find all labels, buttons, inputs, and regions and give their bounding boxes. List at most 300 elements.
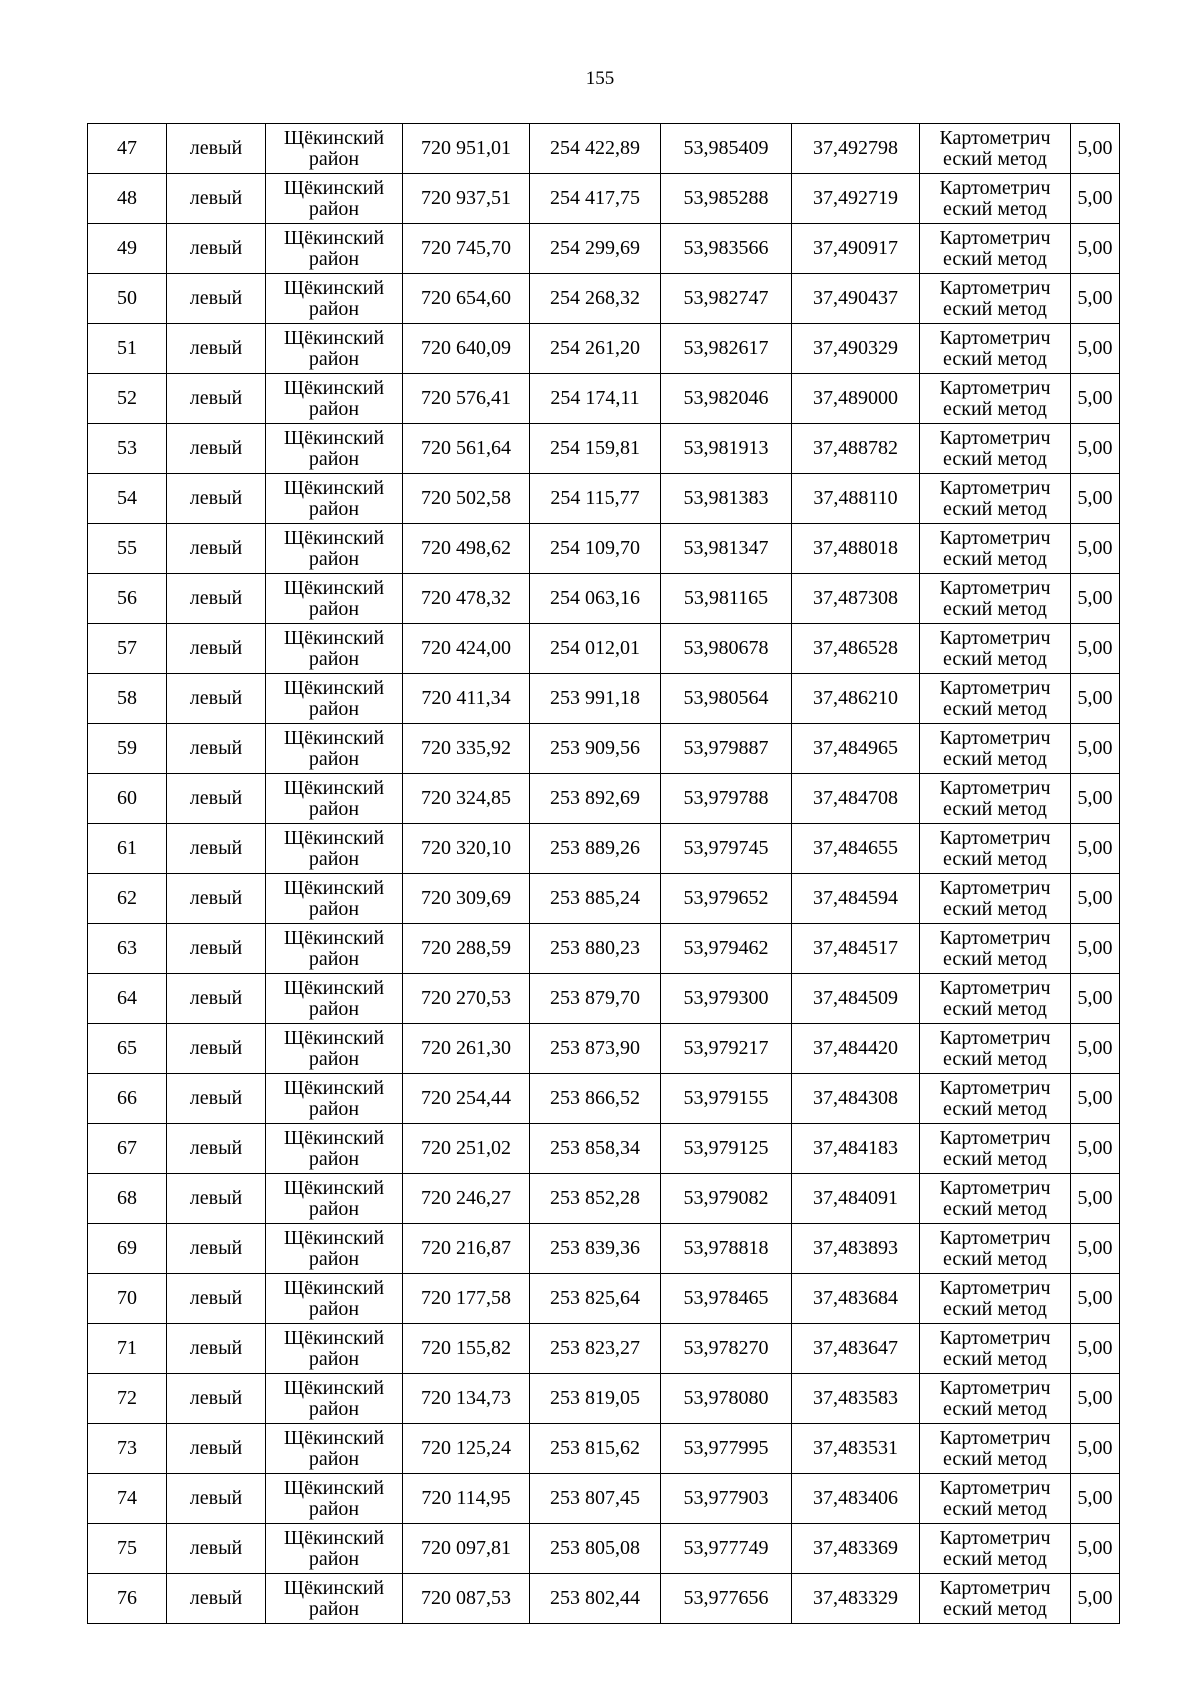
point-number-cell: 73 [88, 1424, 167, 1474]
district-line: Щёкинский [283, 676, 385, 699]
point-number-cell: 48 [88, 174, 167, 224]
method-cell [920, 724, 1071, 774]
x-coordinate-cell: 720 937,51 [403, 174, 530, 224]
point-number-cell: 66 [88, 1074, 167, 1124]
district-line: район [308, 247, 360, 270]
district-cell [266, 724, 403, 774]
latitude-cell: 53,979745 [661, 824, 792, 874]
point-number-cell: 67 [88, 1124, 167, 1174]
table-body [88, 124, 1120, 1624]
coordinates-table [87, 123, 1120, 1624]
district-cell [266, 1174, 403, 1224]
district-line: Щёкинский [283, 1326, 385, 1349]
latitude-cell: 53,982046 [661, 374, 792, 424]
point-number-cell: 63 [88, 924, 167, 974]
table-row [88, 1174, 1120, 1224]
method-cell [920, 624, 1071, 674]
method-line: еский метод [943, 797, 1047, 820]
method-line: Картометрич [939, 1426, 1051, 1449]
district-cell [266, 274, 403, 324]
table-row [88, 1574, 1120, 1624]
y-coordinate-cell: 253 819,05 [530, 1374, 661, 1424]
longitude-cell: 37,484308 [792, 1074, 920, 1124]
side-cell: левый [167, 1124, 266, 1174]
district-line: район [308, 1247, 360, 1270]
longitude-cell: 37,484708 [792, 774, 920, 824]
method-line: еский метод [943, 1447, 1047, 1470]
district-cell [266, 774, 403, 824]
table-row [88, 1324, 1120, 1374]
district-cell [266, 824, 403, 874]
point-number-cell: 47 [88, 124, 167, 174]
method-line: еский метод [943, 347, 1047, 370]
district-line: Щёкинский [283, 1026, 385, 1049]
y-coordinate-cell: 253 805,08 [530, 1524, 661, 1574]
district-line: Щёкинский [283, 1426, 385, 1449]
method-cell [920, 274, 1071, 324]
y-coordinate-cell: 253 823,27 [530, 1324, 661, 1374]
district-line: район [308, 1047, 360, 1070]
district-line: район [308, 597, 360, 620]
method-line: Картометрич [939, 1176, 1051, 1199]
point-number-cell: 52 [88, 374, 167, 424]
district-line: Щёкинский [283, 276, 385, 299]
table-row [88, 824, 1120, 874]
method-line: Картометрич [939, 1476, 1051, 1499]
district-line: район [308, 647, 360, 670]
side-cell: левый [167, 1224, 266, 1274]
method-cell [920, 674, 1071, 724]
district-line: Щёкинский [283, 176, 385, 199]
x-coordinate-cell: 720 261,30 [403, 1024, 530, 1074]
latitude-cell: 53,979652 [661, 874, 792, 924]
longitude-cell: 37,484655 [792, 824, 920, 874]
accuracy-cell: 5,00 [1071, 1174, 1120, 1224]
x-coordinate-cell: 720 155,82 [403, 1324, 530, 1374]
latitude-cell: 53,980678 [661, 624, 792, 674]
longitude-cell: 37,484509 [792, 974, 920, 1024]
x-coordinate-cell: 720 745,70 [403, 224, 530, 274]
table-row [88, 624, 1120, 674]
accuracy-cell: 5,00 [1071, 1274, 1120, 1324]
method-cell [920, 824, 1071, 874]
district-line: Щёкинский [283, 726, 385, 749]
point-number-cell: 53 [88, 424, 167, 474]
latitude-cell: 53,979217 [661, 1024, 792, 1074]
y-coordinate-cell: 254 417,75 [530, 174, 661, 224]
method-line: Картометрич [939, 876, 1051, 899]
longitude-cell: 37,484091 [792, 1174, 920, 1224]
method-line: еский метод [943, 397, 1047, 420]
method-line: Картометрич [939, 726, 1051, 749]
page-number: 155 [585, 68, 615, 89]
district-line: район [308, 1197, 360, 1220]
table-row [88, 324, 1120, 374]
method-line: Картометрич [939, 526, 1051, 549]
point-number-cell: 58 [88, 674, 167, 724]
longitude-cell: 37,492798 [792, 124, 920, 174]
point-number-cell: 69 [88, 1224, 167, 1274]
accuracy-cell: 5,00 [1071, 1224, 1120, 1274]
method-cell [920, 1374, 1071, 1424]
y-coordinate-cell: 254 422,89 [530, 124, 661, 174]
district-line: Щёкинский [283, 876, 385, 899]
x-coordinate-cell: 720 246,27 [403, 1174, 530, 1224]
latitude-cell: 53,979788 [661, 774, 792, 824]
accuracy-cell: 5,00 [1071, 1024, 1120, 1074]
method-cell [920, 1424, 1071, 1474]
district-cell [266, 1124, 403, 1174]
side-cell: левый [167, 1574, 266, 1624]
latitude-cell: 53,981165 [661, 574, 792, 624]
side-cell: левый [167, 124, 266, 174]
latitude-cell: 53,979887 [661, 724, 792, 774]
side-cell: левый [167, 1074, 266, 1124]
table-row [88, 924, 1120, 974]
district-line: район [308, 1597, 360, 1620]
method-line: Картометрич [939, 776, 1051, 799]
longitude-cell: 37,487308 [792, 574, 920, 624]
method-cell [920, 1524, 1071, 1574]
method-line: Картометрич [939, 976, 1051, 999]
side-cell: левый [167, 674, 266, 724]
point-number-cell: 71 [88, 1324, 167, 1374]
accuracy-cell: 5,00 [1071, 674, 1120, 724]
side-cell: левый [167, 774, 266, 824]
method-cell [920, 574, 1071, 624]
longitude-cell: 37,483583 [792, 1374, 920, 1424]
accuracy-cell: 5,00 [1071, 1424, 1120, 1474]
table-row [88, 574, 1120, 624]
district-line: район [308, 1447, 360, 1470]
district-line: Щёкинский [283, 776, 385, 799]
x-coordinate-cell: 720 097,81 [403, 1524, 530, 1574]
method-line: еский метод [943, 1197, 1047, 1220]
method-line: еский метод [943, 147, 1047, 170]
table-row [88, 224, 1120, 274]
latitude-cell: 53,979125 [661, 1124, 792, 1174]
district-cell [266, 1524, 403, 1574]
accuracy-cell: 5,00 [1071, 274, 1120, 324]
latitude-cell: 53,978080 [661, 1374, 792, 1424]
method-line: еский метод [943, 747, 1047, 770]
longitude-cell: 37,483369 [792, 1524, 920, 1574]
method-line: Картометрич [939, 576, 1051, 599]
district-cell [266, 374, 403, 424]
y-coordinate-cell: 253 873,90 [530, 1024, 661, 1074]
method-cell [920, 474, 1071, 524]
district-cell [266, 1374, 403, 1424]
side-cell: левый [167, 474, 266, 524]
x-coordinate-cell: 720 478,32 [403, 574, 530, 624]
longitude-cell: 37,488782 [792, 424, 920, 474]
table-row [88, 1074, 1120, 1124]
method-line: еский метод [943, 447, 1047, 470]
district-line: Щёкинский [283, 926, 385, 949]
point-number-cell: 72 [88, 1374, 167, 1424]
district-line: район [308, 1397, 360, 1420]
latitude-cell: 53,981383 [661, 474, 792, 524]
method-line: Картометрич [939, 1026, 1051, 1049]
table-row [88, 1374, 1120, 1424]
method-line: Картометрич [939, 276, 1051, 299]
x-coordinate-cell: 720 335,92 [403, 724, 530, 774]
y-coordinate-cell: 254 261,20 [530, 324, 661, 374]
accuracy-cell: 5,00 [1071, 124, 1120, 174]
method-line: Картометрич [939, 1326, 1051, 1349]
longitude-cell: 37,492719 [792, 174, 920, 224]
method-cell [920, 1024, 1071, 1074]
x-coordinate-cell: 720 251,02 [403, 1124, 530, 1174]
district-line: Щёкинский [283, 326, 385, 349]
accuracy-cell: 5,00 [1071, 424, 1120, 474]
accuracy-cell: 5,00 [1071, 474, 1120, 524]
district-line: Щёкинский [283, 1526, 385, 1549]
accuracy-cell: 5,00 [1071, 1074, 1120, 1124]
method-line: Картометрич [939, 826, 1051, 849]
district-cell [266, 324, 403, 374]
side-cell: левый [167, 1424, 266, 1474]
longitude-cell: 37,490917 [792, 224, 920, 274]
point-number-cell: 64 [88, 974, 167, 1024]
method-line: Картометрич [939, 1226, 1051, 1249]
y-coordinate-cell: 254 063,16 [530, 574, 661, 624]
y-coordinate-cell: 254 268,32 [530, 274, 661, 324]
y-coordinate-cell: 253 892,69 [530, 774, 661, 824]
method-line: еский метод [943, 997, 1047, 1020]
district-line: Щёкинский [283, 226, 385, 249]
y-coordinate-cell: 253 839,36 [530, 1224, 661, 1274]
point-number-cell: 70 [88, 1274, 167, 1324]
method-line: Картометрич [939, 676, 1051, 699]
table-row [88, 424, 1120, 474]
method-line: Картометрич [939, 1126, 1051, 1149]
x-coordinate-cell: 720 576,41 [403, 374, 530, 424]
method-cell [920, 1274, 1071, 1324]
longitude-cell: 37,490437 [792, 274, 920, 324]
latitude-cell: 53,977903 [661, 1474, 792, 1524]
method-line: Картометрич [939, 1576, 1051, 1599]
longitude-cell: 37,490329 [792, 324, 920, 374]
point-number-cell: 56 [88, 574, 167, 624]
district-line: район [308, 547, 360, 570]
latitude-cell: 53,982747 [661, 274, 792, 324]
latitude-cell: 53,981913 [661, 424, 792, 474]
point-number-cell: 50 [88, 274, 167, 324]
y-coordinate-cell: 254 012,01 [530, 624, 661, 674]
point-number-cell: 60 [88, 774, 167, 824]
district-line: район [308, 697, 360, 720]
district-line: Щёкинский [283, 376, 385, 399]
point-number-cell: 51 [88, 324, 167, 374]
method-line: Картометрич [939, 626, 1051, 649]
method-line: еский метод [943, 1597, 1047, 1620]
district-line: район [308, 1297, 360, 1320]
method-cell [920, 974, 1071, 1024]
point-number-cell: 55 [88, 524, 167, 574]
method-cell [920, 1574, 1071, 1624]
y-coordinate-cell: 253 991,18 [530, 674, 661, 724]
y-coordinate-cell: 254 115,77 [530, 474, 661, 524]
table-row [88, 474, 1120, 524]
latitude-cell: 53,985288 [661, 174, 792, 224]
district-cell [266, 1024, 403, 1074]
district-cell [266, 124, 403, 174]
district-line: Щёкинский [283, 126, 385, 149]
district-line: район [308, 147, 360, 170]
longitude-cell: 37,489000 [792, 374, 920, 424]
district-line: Щёкинский [283, 1076, 385, 1099]
table-row [88, 1224, 1120, 1274]
accuracy-cell: 5,00 [1071, 374, 1120, 424]
x-coordinate-cell: 720 498,62 [403, 524, 530, 574]
side-cell: левый [167, 1274, 266, 1324]
table-row [88, 1024, 1120, 1074]
x-coordinate-cell: 720 254,44 [403, 1074, 530, 1124]
district-cell [266, 674, 403, 724]
y-coordinate-cell: 254 299,69 [530, 224, 661, 274]
accuracy-cell: 5,00 [1071, 724, 1120, 774]
district-cell [266, 424, 403, 474]
x-coordinate-cell: 720 288,59 [403, 924, 530, 974]
accuracy-cell: 5,00 [1071, 1324, 1120, 1374]
district-cell [266, 1224, 403, 1274]
latitude-cell: 53,977749 [661, 1524, 792, 1574]
method-line: Картометрич [939, 926, 1051, 949]
x-coordinate-cell: 720 320,10 [403, 824, 530, 874]
side-cell: левый [167, 824, 266, 874]
accuracy-cell: 5,00 [1071, 824, 1120, 874]
longitude-cell: 37,483893 [792, 1224, 920, 1274]
longitude-cell: 37,483329 [792, 1574, 920, 1624]
method-line: Картометрич [939, 176, 1051, 199]
method-line: еский метод [943, 1247, 1047, 1270]
side-cell: левый [167, 1474, 266, 1524]
x-coordinate-cell: 720 424,00 [403, 624, 530, 674]
method-line: еский метод [943, 247, 1047, 270]
district-cell [266, 1324, 403, 1374]
latitude-cell: 53,983566 [661, 224, 792, 274]
longitude-cell: 37,483684 [792, 1274, 920, 1324]
y-coordinate-cell: 253 807,45 [530, 1474, 661, 1524]
method-cell [920, 1124, 1071, 1174]
district-cell [266, 1074, 403, 1124]
district-line: район [308, 797, 360, 820]
district-line: район [308, 747, 360, 770]
method-line: Картометрич [939, 126, 1051, 149]
table-row [88, 124, 1120, 174]
district-line: Щёкинский [283, 1576, 385, 1599]
district-cell [266, 874, 403, 924]
method-cell [920, 1324, 1071, 1374]
district-line: район [308, 347, 360, 370]
table-row [88, 1474, 1120, 1524]
district-line: Щёкинский [283, 476, 385, 499]
point-number-cell: 61 [88, 824, 167, 874]
side-cell: левый [167, 874, 266, 924]
district-line: Щёкинский [283, 1226, 385, 1249]
table-row [88, 1274, 1120, 1324]
side-cell: левый [167, 724, 266, 774]
side-cell: левый [167, 374, 266, 424]
side-cell: левый [167, 1174, 266, 1224]
accuracy-cell: 5,00 [1071, 874, 1120, 924]
district-line: район [308, 447, 360, 470]
table-row [88, 524, 1120, 574]
method-line: еский метод [943, 697, 1047, 720]
side-cell: левый [167, 624, 266, 674]
table-row [88, 874, 1120, 924]
point-number-cell: 54 [88, 474, 167, 524]
latitude-cell: 53,978270 [661, 1324, 792, 1374]
y-coordinate-cell: 253 815,62 [530, 1424, 661, 1474]
y-coordinate-cell: 253 866,52 [530, 1074, 661, 1124]
longitude-cell: 37,486528 [792, 624, 920, 674]
method-line: еский метод [943, 847, 1047, 870]
accuracy-cell: 5,00 [1071, 1524, 1120, 1574]
method-cell [920, 324, 1071, 374]
table-row [88, 1124, 1120, 1174]
method-line: еский метод [943, 197, 1047, 220]
x-coordinate-cell: 720 125,24 [403, 1424, 530, 1474]
method-line: Картометрич [939, 1076, 1051, 1099]
side-cell: левый [167, 1324, 266, 1374]
accuracy-cell: 5,00 [1071, 1124, 1120, 1174]
district-line: район [308, 297, 360, 320]
district-line: Щёкинский [283, 976, 385, 999]
side-cell: левый [167, 174, 266, 224]
x-coordinate-cell: 720 561,64 [403, 424, 530, 474]
table-row [88, 974, 1120, 1024]
side-cell: левый [167, 1024, 266, 1074]
longitude-cell: 37,484183 [792, 1124, 920, 1174]
accuracy-cell: 5,00 [1071, 1374, 1120, 1424]
method-line: еский метод [943, 597, 1047, 620]
method-cell [920, 1224, 1071, 1274]
method-line: Картометрич [939, 476, 1051, 499]
x-coordinate-cell: 720 654,60 [403, 274, 530, 324]
district-cell [266, 924, 403, 974]
x-coordinate-cell: 720 134,73 [403, 1374, 530, 1424]
y-coordinate-cell: 254 159,81 [530, 424, 661, 474]
method-line: Картометрич [939, 1526, 1051, 1549]
table-row [88, 724, 1120, 774]
table-row [88, 1424, 1120, 1474]
district-line: район [308, 1497, 360, 1520]
district-line: район [308, 897, 360, 920]
longitude-cell: 37,484420 [792, 1024, 920, 1074]
latitude-cell: 53,979082 [661, 1174, 792, 1224]
latitude-cell: 53,977995 [661, 1424, 792, 1474]
latitude-cell: 53,982617 [661, 324, 792, 374]
side-cell: левый [167, 1524, 266, 1574]
method-cell [920, 424, 1071, 474]
district-line: Щёкинский [283, 426, 385, 449]
accuracy-cell: 5,00 [1071, 224, 1120, 274]
method-line: еский метод [943, 1547, 1047, 1570]
method-line: Картометрич [939, 1376, 1051, 1399]
point-number-cell: 65 [88, 1024, 167, 1074]
method-line: Картометрич [939, 1276, 1051, 1299]
district-cell [266, 1574, 403, 1624]
point-number-cell: 75 [88, 1524, 167, 1574]
method-cell [920, 374, 1071, 424]
x-coordinate-cell: 720 177,58 [403, 1274, 530, 1324]
district-line: Щёкинский [283, 1126, 385, 1149]
method-line: еский метод [943, 547, 1047, 570]
side-cell: левый [167, 924, 266, 974]
y-coordinate-cell: 253 825,64 [530, 1274, 661, 1324]
